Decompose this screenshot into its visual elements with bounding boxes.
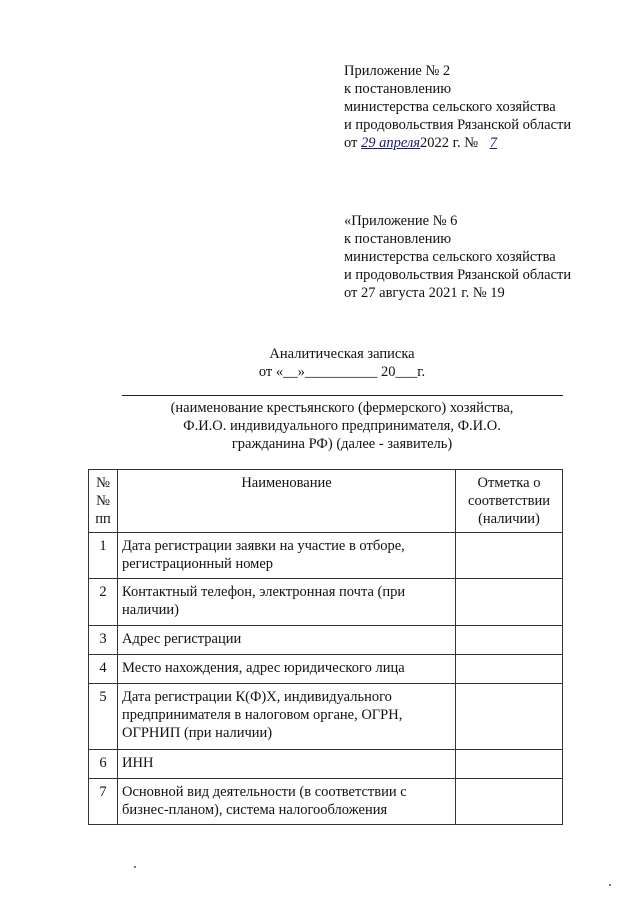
header-mark-line-1: Отметка о xyxy=(477,475,541,491)
row-number: 2 xyxy=(89,579,118,626)
row-number: 3 xyxy=(89,626,118,655)
caption-line-1: (наименование крестьянского (фермерского) хозяйства, xyxy=(170,400,514,416)
appendix-2-line-region: и продовольствия Рязанской области xyxy=(344,117,572,133)
table-row xyxy=(89,579,563,626)
appendix-6-date-line: от 27 августа 2021 г. № 19 xyxy=(344,285,505,301)
row-name: Адрес регистрации xyxy=(118,626,456,655)
row-name: Контактный телефон, электронная почта (при наличии) xyxy=(118,579,456,626)
appendix-2-line-resolution: к постановлению xyxy=(344,81,452,97)
date-prefix: от xyxy=(344,135,358,151)
appendix-2-line-ministry: министерства сельского хозяйства xyxy=(344,99,556,115)
date-year: 2022 г. № xyxy=(420,135,479,151)
table-row xyxy=(89,626,563,655)
applicant-name-line xyxy=(122,395,563,396)
row-mark xyxy=(456,655,563,684)
row-mark xyxy=(456,579,563,626)
scan-speck xyxy=(134,866,136,868)
row-number: 5 xyxy=(89,684,118,750)
row-name: ИНН xyxy=(118,750,456,779)
appendix-2-title: Приложение № 2 xyxy=(344,63,451,79)
table-header-row xyxy=(89,470,563,533)
analysis-table xyxy=(88,469,563,825)
header-number-line-2: № xyxy=(96,493,110,509)
row-number: 1 xyxy=(89,533,118,579)
appendix-6-line-region: и продовольствия Рязанской области xyxy=(344,267,572,283)
row-number: 4 xyxy=(89,655,118,684)
row-mark xyxy=(456,779,563,825)
row-number: 6 xyxy=(89,750,118,779)
scan-speck xyxy=(609,884,611,886)
appendix-6-header xyxy=(344,212,634,302)
title-date-line: от «__»__________ 20___г. xyxy=(258,364,426,380)
header-number-line-3: пп xyxy=(95,511,111,527)
row-name: Основной вид деятельности (в соответствии с бизнес-планом), система налогообложения xyxy=(118,779,456,825)
title-heading: Аналитическая записка xyxy=(269,346,415,362)
appendix-2-date-line xyxy=(344,134,634,152)
header-name xyxy=(118,470,456,533)
header-mark-line-2: соответствии xyxy=(468,493,550,509)
header-number-line-1: № xyxy=(96,475,110,491)
row-mark xyxy=(456,533,563,579)
table-row xyxy=(89,779,563,825)
header-number xyxy=(89,470,118,533)
document-title xyxy=(122,345,562,381)
row-mark xyxy=(456,684,563,750)
handwritten-number: 7 xyxy=(489,135,497,151)
table-row xyxy=(89,750,563,779)
appendix-6-line-resolution: к постановлению xyxy=(344,231,452,247)
handwritten-date: 29 апреля xyxy=(361,135,421,151)
row-name: Дата регистрации К(Ф)Х, индивидуального предпринимателя в налоговом органе, ОГРН, ОГРНИП (при наличии) xyxy=(118,684,456,750)
appendix-6-line-ministry: министерства сельского хозяйства xyxy=(344,249,556,265)
appendix-2-header xyxy=(344,62,634,152)
table-row xyxy=(89,533,563,579)
applicant-caption xyxy=(122,399,562,453)
row-name: Дата регистрации заявки на участие в отборе, регистрационный номер xyxy=(118,533,456,579)
row-number: 7 xyxy=(89,779,118,825)
table-row xyxy=(89,655,563,684)
appendix-6-title: «Приложение № 6 xyxy=(344,213,458,229)
table-row xyxy=(89,684,563,750)
row-mark xyxy=(456,626,563,655)
row-mark xyxy=(456,750,563,779)
caption-line-2: Ф.И.О. индивидуального предпринимателя, Ф.И.О. xyxy=(183,418,501,434)
caption-line-3: гражданина РФ) (далее - заявитель) xyxy=(231,436,453,452)
header-name-text: Наименование xyxy=(241,475,332,491)
row-name: Место нахождения, адрес юридического лица xyxy=(118,655,456,684)
header-mark xyxy=(456,470,563,533)
header-mark-line-3: (наличии) xyxy=(478,511,540,527)
